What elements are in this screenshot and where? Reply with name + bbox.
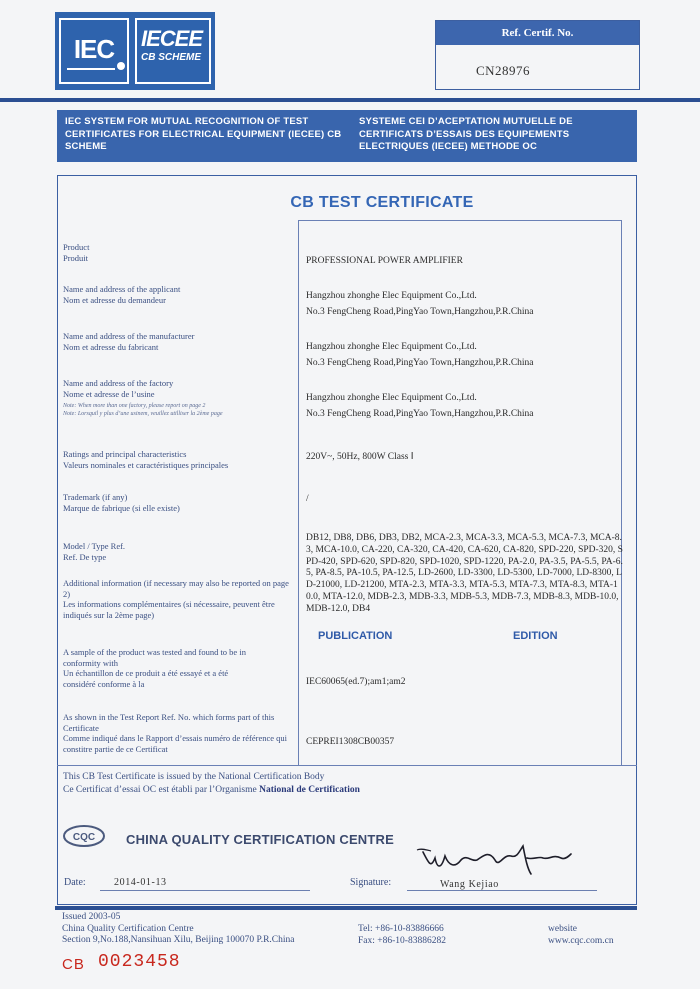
applicant-label xyxy=(63,284,180,305)
cb-serial-prefix: CB xyxy=(62,956,85,973)
sample-label xyxy=(63,647,258,689)
ratings-value: 220V~, 50Hz, 800W Class Ⅰ xyxy=(306,452,414,462)
trademark-label xyxy=(63,492,180,513)
trademark-value: / xyxy=(306,494,309,504)
iec-logo-text: IEC xyxy=(73,34,115,64)
footer-issued-date: Issued 2003-05 xyxy=(62,912,121,922)
top-divider xyxy=(0,98,700,102)
date-value: 2014-01-13 xyxy=(114,877,167,888)
applicant-label-fr: Nom et adresse du demandeur xyxy=(63,294,166,305)
iecee-logo-text: IECEE xyxy=(141,26,203,51)
report-label xyxy=(63,712,288,754)
product-label-fr: Produit xyxy=(63,252,89,263)
trademark-label-fr: Marque de fabrique (si elle existe) xyxy=(63,502,180,513)
iec-iecee-logo xyxy=(55,12,215,90)
signature-label: Signature: xyxy=(350,877,392,888)
issued-by-fr xyxy=(63,784,360,796)
ref-certificate-label: Ref. Certif. No. xyxy=(436,21,639,45)
factory-note-fr: Note: Lorsquil y plus d’une usinem, veuillez utilliser la 2ème page xyxy=(63,411,223,417)
product-value: PROFESSIONAL POWER AMPLIFIER xyxy=(306,256,463,266)
test-report-number: CEPREI1308CB00357 xyxy=(306,737,395,747)
model-label-en: Model / Type Ref. xyxy=(63,541,126,551)
manufacturer-label-en: Name and address of the manufacturer xyxy=(63,331,195,341)
applicant-label-en: Name and address of the applicant xyxy=(63,284,181,294)
date-underline xyxy=(100,890,310,891)
report-label-fr: Comme indiqué dans le Rapport d’essais numéro de référence qui constitre partie de ce Certificat xyxy=(63,733,288,754)
model-list: DB12, DB8, DB6, DB3, DB2, MCA-2.3, MCA-3.3, MCA-5.3, MCA-7.3, MCA-8.3, MCA-10.0, CA-220, CA-320, CA-420, CA-620, CA-820, SPD-220, SPD-320, SPD-420, SPD-620, SPD-820, SPD-1020, SPD-1220, PA-2.0, PA-3.5, PA-5.5, PA-6.5, PA-8.5, PA-10.5, PA-12.5, LD-2600, LD-3300, LD-5300, LD-7000, LD-8300, LD-21000, LD-21200, MTA-2.3, MTA-3.3, MTA-5.3, MTA-7.3, MTA-8.3, MTA-10.0, MTA-12.0, MDB-2.3, MDB-3.3, MDB-5.3, MDB-7.3, MDB-8.3, MDB-10.0, MDB-12.0, DB4 xyxy=(306,533,623,614)
sample-label-en: A sample of the product was tested and found to be in conformity with xyxy=(63,647,246,668)
manufacturer-address: No.3 FengCheng Road,PingYao Town,Hangzhou,P.R.China xyxy=(306,358,534,368)
scheme-title-fr: SYSTEME CEI D’ACEPTATION MUTUELLE DE CERTIFICATS D’ESSAIS DES EQUIPEMENTS ELECTRIQUES (IECEE) METHODE OC xyxy=(359,116,573,152)
handwritten-signature xyxy=(415,838,575,880)
iec-logo xyxy=(59,18,129,84)
factory-label-en: Name and address of the factory xyxy=(63,378,174,388)
certificate-title: CB TEST CERTIFICATE xyxy=(290,194,474,211)
sample-label-fr: Un échantillon de ce produit a été essayé et a été considéré conforme à la xyxy=(63,668,229,689)
ratings-label xyxy=(63,449,228,470)
factory-name: Hangzhou zhonghe Elec Equipment Co.,Ltd. xyxy=(306,393,477,403)
product-label xyxy=(63,242,89,263)
footer-fax: Fax: +86-10-83886282 xyxy=(358,935,446,946)
footer-issuer xyxy=(62,912,294,947)
ref-certificate-box xyxy=(435,20,640,90)
signer-name: Wang Kejiao xyxy=(440,879,499,890)
ratings-label-fr: Valeurs nominales et caractéristiques principales xyxy=(63,459,229,470)
factory-label-fr: Nome et adresse de l’usine xyxy=(63,388,155,399)
section-divider xyxy=(57,765,637,766)
applicant-name: Hangzhou zhonghe Elec Equipment Co.,Ltd. xyxy=(306,291,477,301)
additional-info-label-fr: Les informations complémentaires (si nécessaire, peuvent être indiqués sur la 2ème page) xyxy=(63,599,275,620)
standard-value: IEC60065(ed.7);am1;am2 xyxy=(306,677,406,687)
cqc-logo xyxy=(62,824,106,848)
scheme-title-en: IEC SYSTEM FOR MUTUAL RECOGNITION OF TEST CERTIFICATES FOR ELECTRICAL EQUIPMENT (IECEE) CB SCHEME xyxy=(65,116,342,152)
factory-note-en: Note: When more than one factory, please report on page 2 xyxy=(63,403,206,409)
additional-info-label xyxy=(63,578,295,620)
cb-serial-number: 0023458 xyxy=(98,952,181,972)
factory-label xyxy=(63,378,298,418)
issued-by-fr-text: Ce Certificat d’essai OC est établi par l’Organisme xyxy=(63,785,260,795)
trademark-label-en: Trademark (if any) xyxy=(63,492,128,502)
additional-info-label-en: Additional information (if necessary may also be reported on page 2) xyxy=(63,578,289,599)
product-label-en: Product xyxy=(63,242,90,252)
cqc-name: CHINA QUALITY CERTIFICATION CENTRE xyxy=(126,832,394,847)
cqc-logo-text: CQC xyxy=(72,832,96,843)
ratings-label-en: Ratings and principal characteristics xyxy=(63,449,187,459)
applicant-address: No.3 FengCheng Road,PingYao Town,Hangzhou,P.R.China xyxy=(306,307,534,317)
footer-website-url[interactable]: www.cqc.com.cn xyxy=(548,935,614,946)
footer-website-label: website xyxy=(548,924,578,934)
footer-address: Section 9,No.188,Nansihuan Xilu, Beijing 100070 P.R.China xyxy=(62,935,295,945)
report-label-en: As shown in the Test Report Ref. No. which forms part of this Certificate xyxy=(63,712,275,733)
iecee-logo xyxy=(135,18,211,84)
factory-address: No.3 FengCheng Road,PingYao Town,Hangzhou,P.R.China xyxy=(306,409,534,419)
model-label-fr: Ref. De type xyxy=(63,551,107,562)
publication-label: PUBLICATION xyxy=(318,630,393,642)
ref-certificate-number: CN28976 xyxy=(476,63,531,78)
signature-underline xyxy=(407,890,597,891)
manufacturer-label xyxy=(63,331,194,352)
footer-contact xyxy=(358,924,446,947)
bottom-divider xyxy=(55,906,637,910)
issued-by-fr-bold: National de Certification xyxy=(259,785,360,795)
edition-label: EDITION xyxy=(513,630,558,642)
cb-scheme-logo-text: CB SCHEME xyxy=(141,52,202,63)
footer-org: China Quality Certification Centre xyxy=(62,923,194,934)
manufacturer-label-fr: Nom et adresse du fabricant xyxy=(63,341,159,352)
logo-dot-icon xyxy=(117,62,125,70)
manufacturer-name: Hangzhou zhonghe Elec Equipment Co.,Ltd. xyxy=(306,342,477,352)
date-label: Date: xyxy=(64,877,86,888)
model-label xyxy=(63,541,125,562)
issued-by-en: This CB Test Certificate is issued by the National Certification Body xyxy=(63,772,325,782)
footer-tel: Tel: +86-10-83886666 xyxy=(358,924,444,934)
iec-logo-rule xyxy=(67,68,115,70)
scheme-band xyxy=(57,110,637,162)
footer-website xyxy=(548,924,614,947)
